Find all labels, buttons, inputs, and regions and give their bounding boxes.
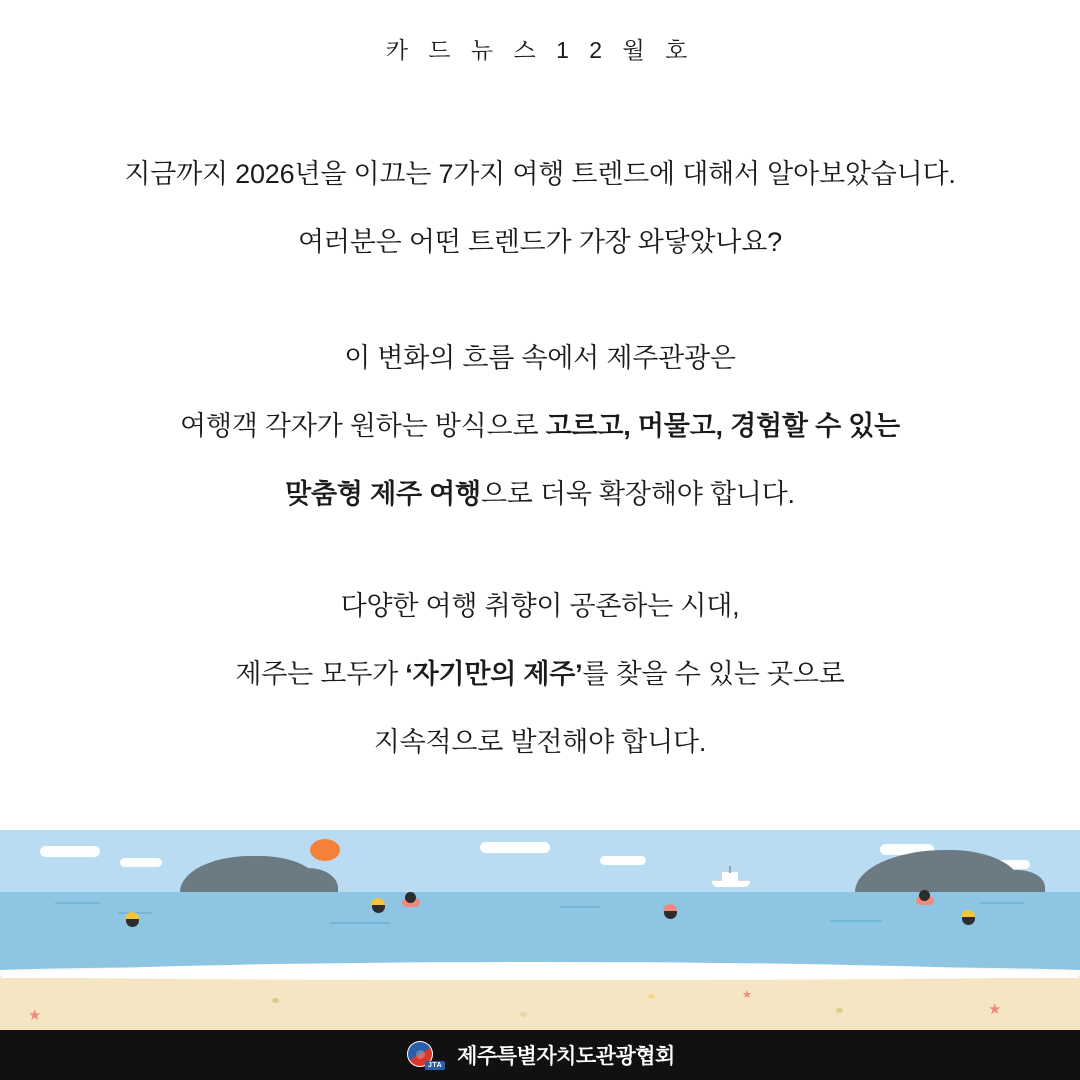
copy-line: [0, 708, 1080, 776]
copy-segment: 지금까지 2026년을 이끄는 7가지 여행 트렌드에 대해서 알아보았습니다.: [124, 159, 956, 189]
boat-mast: [729, 866, 731, 873]
boat-icon: [712, 880, 750, 887]
copy-line: [0, 572, 1080, 640]
cloud-icon: [120, 858, 162, 867]
jta-badge: JTA: [425, 1061, 445, 1070]
copy-line: [0, 640, 1080, 708]
pebble: [520, 1012, 527, 1017]
body-copy: [0, 140, 1080, 776]
swim-cap: [663, 904, 677, 911]
copy-line: [0, 392, 1080, 460]
starfish-icon: ★: [988, 1001, 1002, 1018]
organization-name: 제주특별자치도관광협회: [457, 1045, 675, 1068]
pebble: [272, 998, 279, 1003]
swimmer-head: [405, 892, 416, 903]
paragraph-1: [0, 140, 1080, 276]
cloud-icon: [480, 842, 550, 853]
swim-cap: [371, 898, 385, 905]
copy-segment-bold: ‘자기만의 제주’: [405, 659, 583, 689]
copy-segment: 다양한 여행 취향이 공존하는 시대,: [340, 591, 740, 621]
copy-line: [0, 460, 1080, 528]
copy-segment-bold: 맞춤형 제주 여행: [285, 479, 481, 509]
starfish-icon: ★: [28, 1007, 42, 1024]
wave-line: [330, 922, 390, 924]
swim-cap: [125, 912, 139, 919]
wave-line: [560, 906, 600, 908]
pebble: [836, 1008, 843, 1013]
paragraph-3: [0, 572, 1080, 776]
paragraph-gap: [0, 528, 1080, 572]
boat-cabin: [722, 872, 738, 881]
footer-bar: [0, 1030, 1080, 1080]
cloud-icon: [600, 856, 646, 865]
cloud-icon: [40, 846, 100, 857]
swimmer-head: [919, 890, 930, 901]
pebble: [648, 994, 655, 999]
copy-segment: 여행객 각자가 원하는 방식으로: [179, 411, 546, 441]
copy-line: [0, 324, 1080, 392]
copy-line: [0, 208, 1080, 276]
paragraph-2: [0, 324, 1080, 528]
copy-segment: 제주는 모두가: [235, 659, 406, 689]
swim-cap: [961, 910, 975, 917]
sun-icon: [310, 839, 340, 861]
wave-line: [980, 902, 1024, 904]
wave-line: [830, 920, 882, 922]
paragraph-gap: [0, 276, 1080, 324]
page-title: 카 드 뉴 스 1 2 월 호: [385, 37, 695, 63]
copy-segment-bold: 고르고, 머물고, 경험할 수 있는: [545, 411, 901, 441]
copy-line: [0, 140, 1080, 208]
copy-segment: 를 찾을 수 있는 곳으로: [582, 659, 845, 689]
jta-logo-icon: [405, 1039, 445, 1071]
copy-segment: 여러분은 어떤 트렌드가 가장 와닿았나요?: [297, 227, 782, 257]
copy-segment: 지속적으로 발전해야 합니다.: [373, 727, 707, 757]
wave-line: [55, 902, 101, 904]
copy-segment: 으로 더욱 확장해야 합니다.: [480, 479, 795, 509]
beach-illustration: [0, 830, 1080, 1030]
copy-segment: 이 변화의 흐름 속에서 제주관광은: [344, 343, 736, 373]
starfish-icon: ★: [742, 989, 752, 1001]
